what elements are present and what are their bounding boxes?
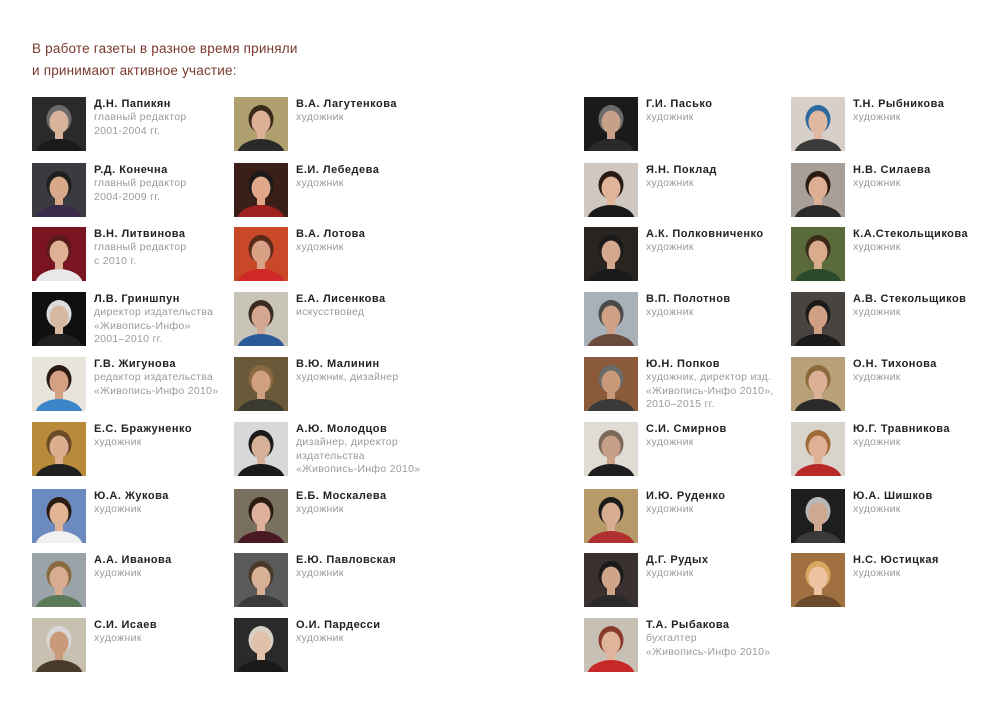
- contributor-role-line: редактор издательства: [94, 371, 214, 383]
- contributor-info: [853, 489, 1000, 517]
- contributor-role-line: художник: [646, 503, 694, 515]
- contributor-info: [94, 227, 244, 268]
- contributor-info: [94, 292, 244, 347]
- contributor-photo: [584, 553, 638, 607]
- contributor-info: [853, 553, 1000, 581]
- contributor-role: [94, 436, 244, 450]
- contributor-info: [296, 422, 446, 477]
- contributor-role-line: «Живопись-Инфо»: [94, 319, 191, 332]
- contributor-name: Я.Н. Поклад: [646, 164, 717, 176]
- contributor-name: И.Ю. Руденко: [646, 490, 726, 502]
- contributor-photo: [234, 553, 288, 607]
- contributor-role: [296, 306, 446, 320]
- contributor-photo: [32, 618, 86, 672]
- contributor-role-line: художник: [296, 632, 344, 644]
- contributor-role: [296, 241, 446, 255]
- contributor-photo: [234, 489, 288, 543]
- contributor-info: [646, 97, 796, 125]
- contributor-role: [853, 371, 1000, 385]
- contributor-role-line: художник: [646, 177, 694, 189]
- contributor-name: Д.Г. Рудых: [646, 554, 709, 566]
- contributor-info: [296, 618, 446, 646]
- contributor-role-line: художник: [296, 111, 344, 123]
- contributor-name: В.П. Полотнов: [646, 293, 731, 305]
- contributor-role-line: художник: [853, 371, 901, 383]
- contributor-role-line: художник: [296, 503, 344, 515]
- contributor-info: [296, 97, 446, 125]
- portrait-image: [234, 618, 288, 672]
- contributor-role-line: художник: [853, 241, 901, 253]
- contributor-photo: [791, 163, 845, 217]
- contributor-role-line: художник: [853, 177, 901, 189]
- portrait-image: [234, 489, 288, 543]
- contributor-info: [853, 422, 1000, 450]
- contributor-name: Н.В. Силаева: [853, 164, 931, 176]
- contributor-name: В.Ю. Малинин: [296, 358, 380, 370]
- contributor-name: С.И. Смирнов: [646, 423, 727, 435]
- contributor-role-line: бухгалтер: [646, 632, 697, 644]
- contributor-role: [646, 371, 796, 412]
- contributor-name: А.К. Полковниченко: [646, 228, 764, 240]
- portrait-image: [234, 97, 288, 151]
- contributor-role: [853, 306, 1000, 320]
- contributor-role: [94, 503, 244, 517]
- contributor-photo: [234, 357, 288, 411]
- contributor-photo: [584, 163, 638, 217]
- contributor-info: [646, 357, 796, 412]
- contributor-photo: [791, 357, 845, 411]
- contributor-role-line: дизайнер, директор: [296, 436, 398, 448]
- contributor-role-line: художник, дизайнер: [296, 371, 399, 383]
- contributor-info: [94, 97, 244, 138]
- contributor-name: Р.Д. Конечна: [94, 164, 168, 176]
- contributor-info: [94, 618, 244, 646]
- contributor-name: А.А. Иванова: [94, 554, 172, 566]
- contributor-name: Н.С. Юстицкая: [853, 554, 939, 566]
- contributor-photo: [584, 292, 638, 346]
- contributor-role-line: художник: [296, 567, 344, 579]
- contributor-role-line: художник: [646, 241, 694, 253]
- contributor-role-line: художник: [94, 503, 142, 515]
- portrait-image: [234, 163, 288, 217]
- portrait-image: [234, 422, 288, 476]
- contributor-info: [296, 553, 446, 581]
- contributor-role-line: главный редактор: [94, 241, 187, 253]
- contributor-role-line: художник: [646, 111, 694, 123]
- contributor-name: Г.И. Пасько: [646, 98, 713, 110]
- contributor-name: В.А. Лотова: [296, 228, 366, 240]
- contributor-role-line: художник, директор изд.: [646, 371, 772, 383]
- contributor-photo: [234, 292, 288, 346]
- contributor-name: А.В. Стекольщиков: [853, 293, 967, 305]
- contributor-name: Ю.Н. Попков: [646, 358, 721, 370]
- contributor-role-line: 2004-2009 гг.: [94, 190, 161, 203]
- contributor-role: [853, 177, 1000, 191]
- contributor-photo: [32, 227, 86, 281]
- portrait-image: [32, 422, 86, 476]
- heading-line-1: В работе газеты в разное время приняли: [32, 41, 298, 56]
- portrait-image: [584, 292, 638, 346]
- contributor-role-line: искусствовед: [296, 306, 365, 318]
- contributor-photo: [791, 489, 845, 543]
- contributor-role-line: «Живопись-Инфо 2010»: [646, 645, 771, 658]
- contributor-role-line: художник: [853, 503, 901, 515]
- contributor-role: [646, 111, 796, 125]
- contributor-photo: [32, 422, 86, 476]
- contributor-name: Т.А. Рыбакова: [646, 619, 730, 631]
- contributor-role: [646, 177, 796, 191]
- contributor-role-line: директор издательства: [94, 306, 214, 318]
- contributor-photo: [234, 618, 288, 672]
- contributor-info: [94, 163, 244, 204]
- contributor-name: Т.Н. Рыбникова: [853, 98, 945, 110]
- contributor-info: [94, 553, 244, 581]
- contributor-info: [646, 553, 796, 581]
- contributor-info: [296, 357, 446, 385]
- contributor-info: [94, 357, 244, 398]
- contributor-photo: [584, 97, 638, 151]
- contributor-role-line: «Живопись-Инфо 2010»: [296, 463, 421, 475]
- contributor-role-line: «Живопись-Инфо 2010»: [94, 384, 219, 397]
- contributor-role-line: 2001-2004 гг.: [94, 124, 161, 137]
- contributor-role-line: 2010–2015 гг.: [646, 398, 715, 410]
- contributor-role: [296, 436, 446, 477]
- contributor-name: Д.Н. Папикян: [94, 98, 171, 110]
- contributor-name: О.И. Пардесси: [296, 619, 381, 631]
- contributor-photo: [32, 489, 86, 543]
- portrait-image: [32, 618, 86, 672]
- contributor-role: [646, 436, 796, 450]
- portrait-image: [791, 489, 845, 543]
- contributor-name: Ю.А. Жукова: [94, 490, 169, 502]
- contributor-role-line: 2001–2010 гг.: [94, 333, 163, 345]
- portrait-image: [584, 163, 638, 217]
- contributor-name: Е.И. Лебедева: [296, 164, 380, 176]
- portrait-image: [584, 489, 638, 543]
- contributor-photo: [32, 163, 86, 217]
- portrait-image: [584, 422, 638, 476]
- contributor-info: [646, 618, 796, 659]
- contributor-photo: [791, 553, 845, 607]
- contributor-info: [296, 292, 446, 320]
- portrait-image: [32, 97, 86, 151]
- contributor-role: [94, 241, 244, 268]
- contributor-info: [94, 489, 244, 517]
- portrait-image: [234, 227, 288, 281]
- contributor-role: [296, 503, 446, 517]
- portrait-image: [791, 163, 845, 217]
- contributor-role-line: художник: [296, 177, 344, 189]
- contributor-role: [646, 241, 796, 255]
- contributor-photo: [584, 489, 638, 543]
- contributor-photo: [234, 97, 288, 151]
- contributor-role: [853, 241, 1000, 255]
- contributor-role: [296, 632, 446, 646]
- contributor-name: Е.Ю. Павловская: [296, 554, 397, 566]
- contributor-role: [94, 177, 244, 204]
- contributor-photo: [584, 227, 638, 281]
- contributor-role-line: художник: [853, 436, 901, 448]
- contributor-info: [646, 489, 796, 517]
- contributor-role: [296, 371, 446, 385]
- portrait-image: [584, 357, 638, 411]
- contributor-info: [853, 227, 1000, 255]
- contributor-role: [646, 567, 796, 581]
- contributor-role-line: художник: [853, 111, 901, 123]
- contributor-role: [646, 503, 796, 517]
- contributor-info: [646, 422, 796, 450]
- contributor-name: О.Н. Тихонова: [853, 358, 937, 370]
- contributor-name: К.А.Стекольщикова: [853, 228, 969, 240]
- contributor-role-line: художник: [853, 306, 901, 318]
- contributor-role: [646, 306, 796, 320]
- contributor-name: В.А. Лагутенкова: [296, 98, 397, 110]
- portrait-image: [32, 292, 86, 346]
- portrait-image: [791, 227, 845, 281]
- contributor-role: [853, 436, 1000, 450]
- portrait-image: [584, 227, 638, 281]
- contributor-name: Е.А. Лисенкова: [296, 293, 386, 305]
- contributor-role-line: с 2010 г.: [94, 254, 137, 267]
- portrait-image: [32, 553, 86, 607]
- contributor-role: [94, 371, 244, 398]
- contributor-role-line: художник: [94, 567, 142, 579]
- contributor-info: [646, 227, 796, 255]
- contributor-name: А.Ю. Молодцов: [296, 423, 388, 435]
- contributor-role: [94, 567, 244, 581]
- contributor-info: [646, 292, 796, 320]
- contributor-name: Г.В. Жигунова: [94, 358, 176, 370]
- contributor-photo: [234, 422, 288, 476]
- contributor-role-line: художник: [646, 436, 694, 448]
- contributor-role-line: художник: [646, 306, 694, 318]
- contributor-info: [94, 422, 244, 450]
- contributor-info: [296, 489, 446, 517]
- contributor-role: [853, 503, 1000, 517]
- contributor-role: [853, 111, 1000, 125]
- contributor-role: [296, 177, 446, 191]
- contributor-name: Е.Б. Москалева: [296, 490, 387, 502]
- contributor-photo: [234, 163, 288, 217]
- contributor-name: Л.В. Гриншпун: [94, 293, 180, 305]
- contributor-role-line: главный редактор: [94, 111, 187, 123]
- contributor-role-line: художник: [853, 567, 901, 579]
- contributor-role: [646, 632, 796, 659]
- contributor-info: [296, 227, 446, 255]
- contributor-name: Е.С. Бражуненко: [94, 423, 193, 435]
- contributor-info: [853, 163, 1000, 191]
- contributor-role-line: художник: [296, 241, 344, 253]
- portrait-image: [791, 357, 845, 411]
- contributor-role-line: художник: [94, 632, 142, 644]
- portrait-image: [32, 489, 86, 543]
- contributor-name: Ю.А. Шишков: [853, 490, 933, 502]
- portrait-image: [234, 357, 288, 411]
- portrait-image: [234, 553, 288, 607]
- contributor-photo: [584, 422, 638, 476]
- contributor-role-line: «Живопись-Инфо 2010»,: [646, 384, 774, 397]
- portrait-image: [791, 97, 845, 151]
- contributor-photo: [791, 227, 845, 281]
- contributor-role-line: издательства: [296, 449, 365, 462]
- portrait-image: [584, 553, 638, 607]
- contributor-name: Ю.Г. Травникова: [853, 423, 950, 435]
- contributor-photo: [791, 292, 845, 346]
- contributor-role: [94, 632, 244, 646]
- contributor-role-line: главный редактор: [94, 177, 187, 189]
- portrait-image: [584, 97, 638, 151]
- page-heading: [32, 38, 298, 82]
- contributor-photo: [32, 357, 86, 411]
- portrait-image: [584, 618, 638, 672]
- contributor-role: [94, 111, 244, 138]
- contributor-info: [853, 97, 1000, 125]
- contributor-info: [853, 357, 1000, 385]
- contributor-photo: [32, 292, 86, 346]
- contributor-info: [646, 163, 796, 191]
- portrait-image: [791, 422, 845, 476]
- contributor-role: [94, 306, 244, 347]
- contributor-role-line: художник: [646, 567, 694, 579]
- heading-line-2: и принимают активное участие:: [32, 63, 237, 78]
- contributor-info: [296, 163, 446, 191]
- portrait-image: [791, 553, 845, 607]
- contributor-photo: [32, 553, 86, 607]
- contributor-photo: [791, 422, 845, 476]
- contributor-name: В.Н. Литвинова: [94, 228, 186, 240]
- portrait-image: [32, 163, 86, 217]
- contributor-role: [853, 567, 1000, 581]
- contributor-photo: [32, 97, 86, 151]
- portrait-image: [234, 292, 288, 346]
- contributor-photo: [584, 618, 638, 672]
- contributor-info: [853, 292, 1000, 320]
- portrait-image: [32, 357, 86, 411]
- contributor-role-line: художник: [94, 436, 142, 448]
- contributor-photo: [584, 357, 638, 411]
- contributor-role: [296, 567, 446, 581]
- portrait-image: [791, 292, 845, 346]
- portrait-image: [32, 227, 86, 281]
- contributor-photo: [791, 97, 845, 151]
- contributor-name: С.И. Исаев: [94, 619, 158, 631]
- contributor-photo: [234, 227, 288, 281]
- contributor-role: [296, 111, 446, 125]
